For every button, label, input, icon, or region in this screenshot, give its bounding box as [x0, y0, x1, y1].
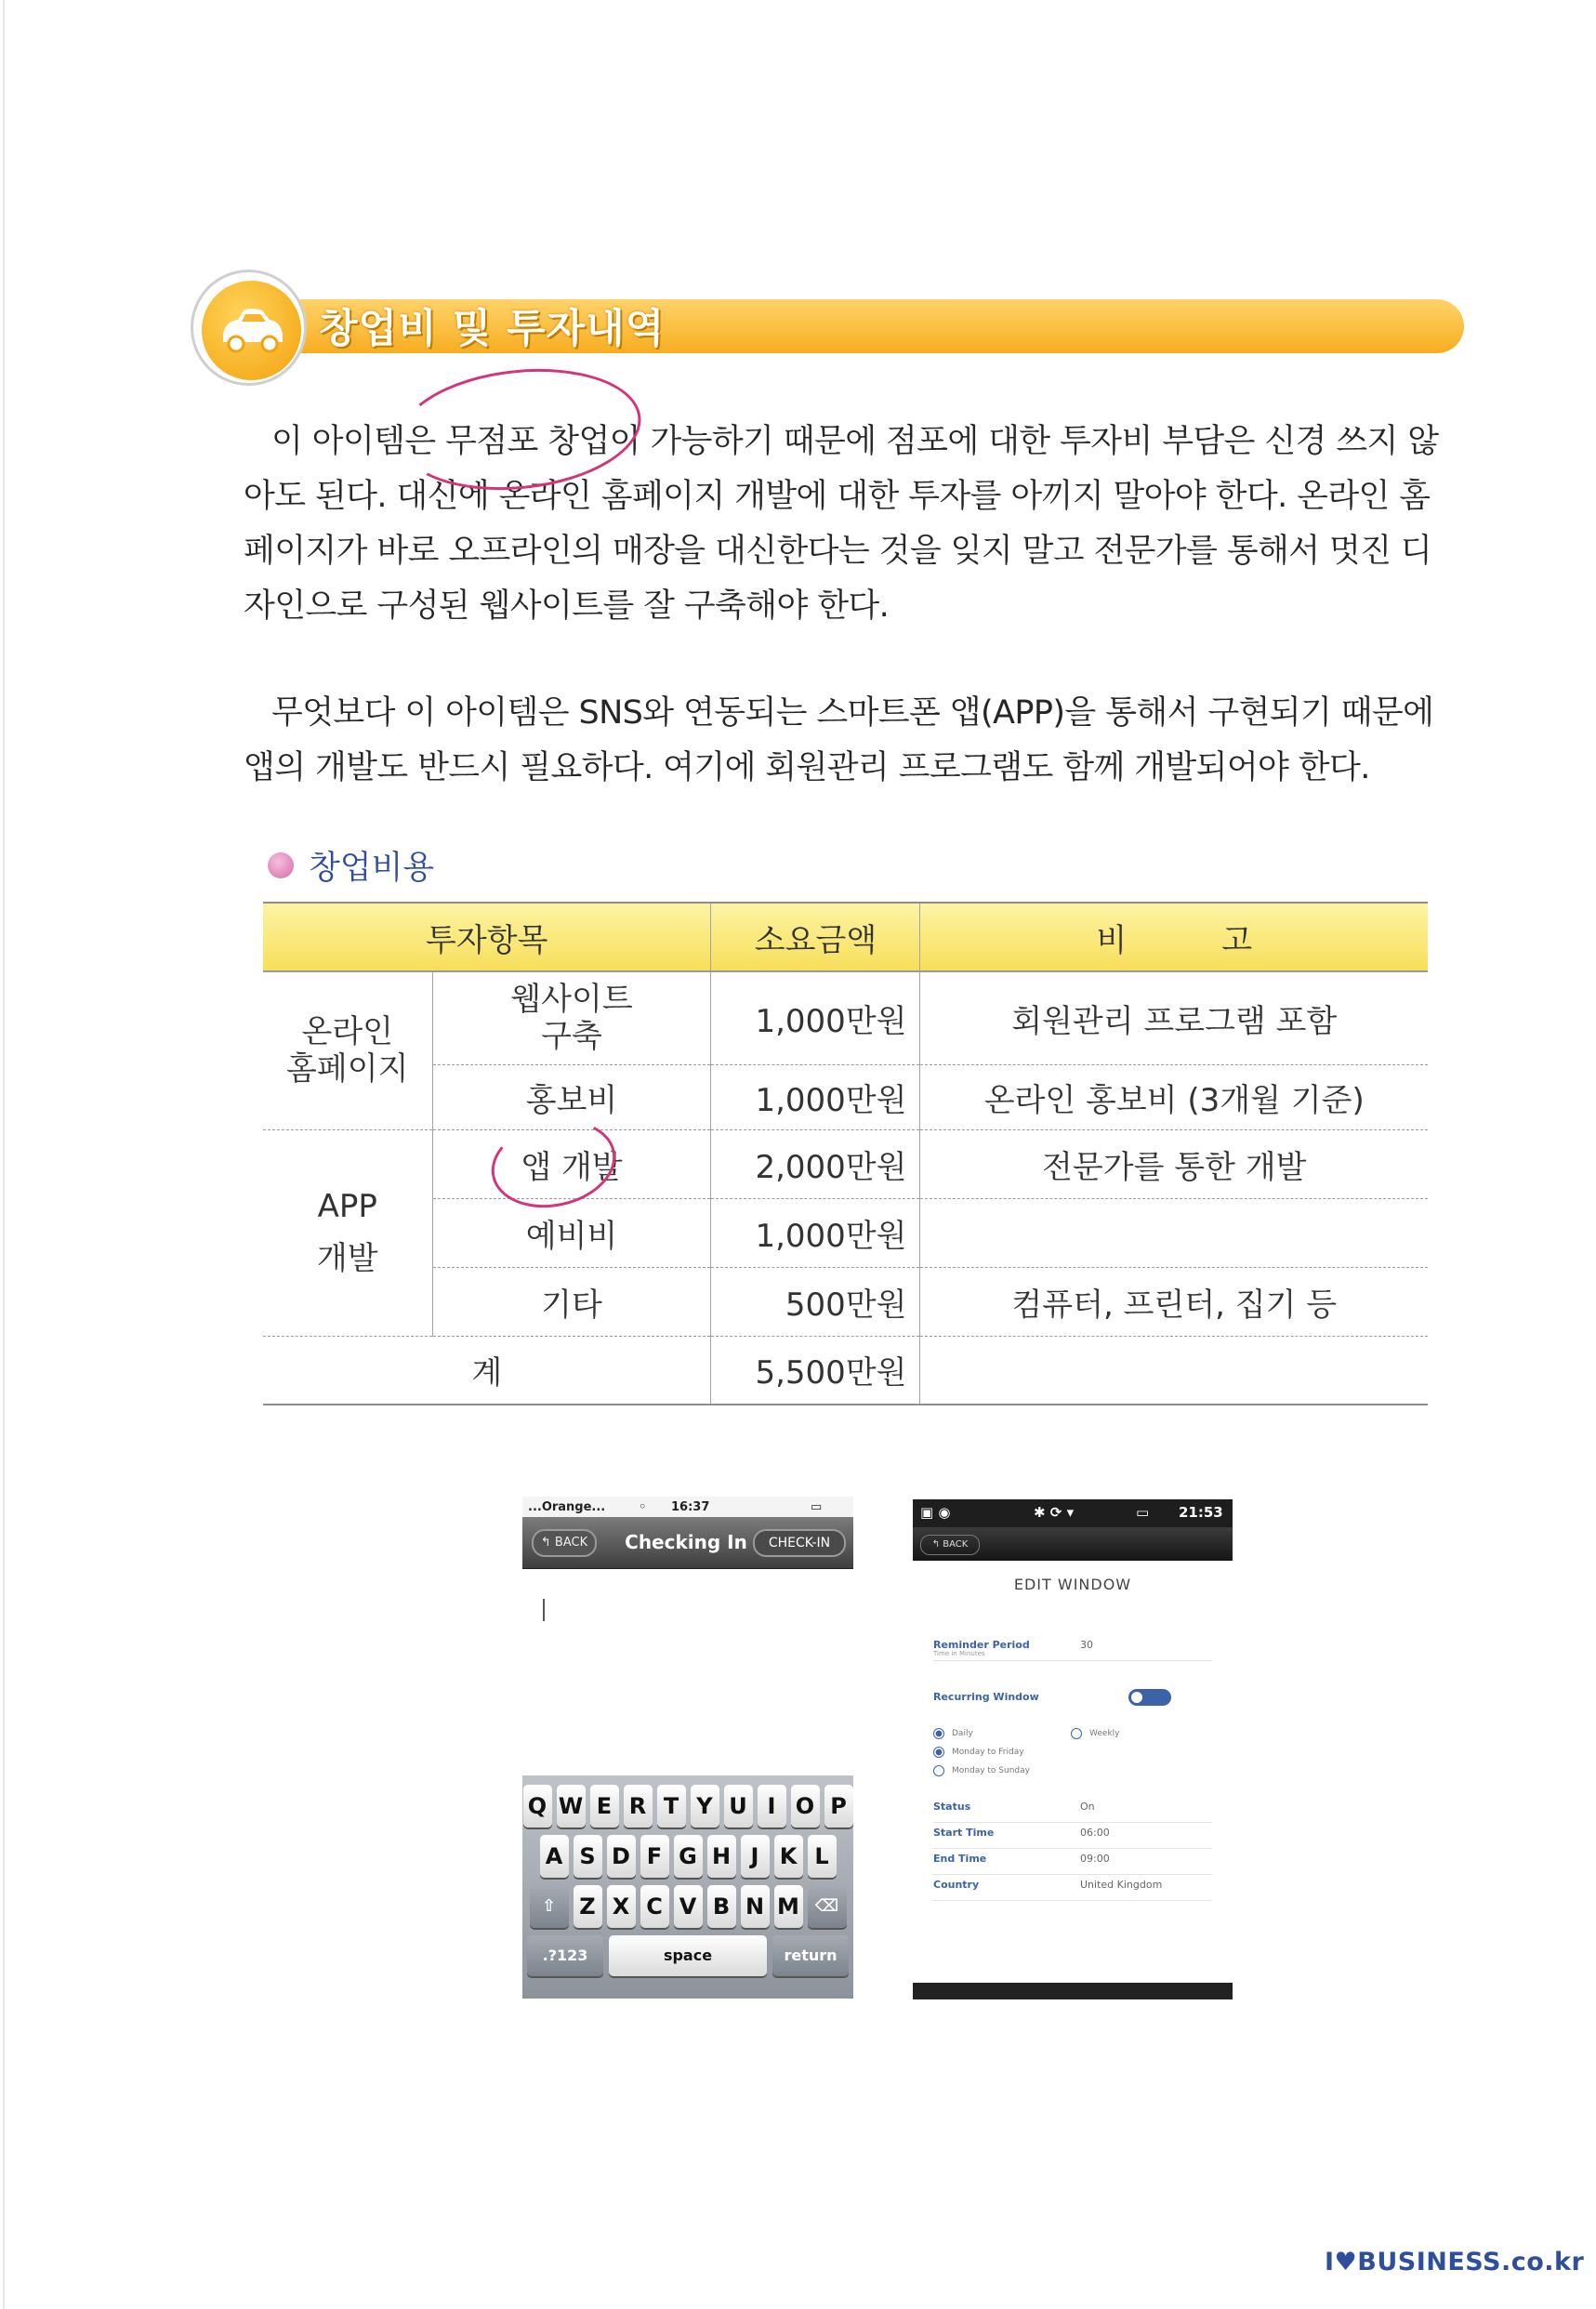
table-row — [263, 971, 1428, 1064]
key-row — [522, 1885, 853, 1928]
status-bar — [522, 1497, 853, 1517]
radio-icon — [933, 1728, 944, 1739]
text-cursor[interactable] — [543, 1599, 545, 1621]
radio-label: Weekly — [1089, 1729, 1120, 1738]
key-w[interactable]: W — [557, 1785, 586, 1827]
paragraph-1: 이 아이템은 무점포 창업이 가능하기 때문에 점포에 대한 투자비 부담은 신경 쓰지 않아도 된다. 대신에 온라인 홈페이지 개발에 대한 투자를 아끼지 말아야 한다. 온라인 홈페이지가 바로 오프라인의 매장을 대신한다는 것을 잊지 말고 전문가를 통해서 멋진 디자인으로 구성된 웹사이트를 잘 구축해야 한다. — [244, 423, 1439, 625]
subheading-text: 창업비용 — [309, 850, 435, 887]
recurring-label: Recurring Window — [933, 1691, 1039, 1703]
cost-table — [263, 902, 1428, 1405]
carrier-text: ...Orange... — [528, 1500, 606, 1514]
wifi-icon: ◦ — [639, 1500, 647, 1514]
key-a[interactable]: A — [540, 1835, 569, 1878]
key-n[interactable]: N — [741, 1885, 770, 1928]
country-label: Country — [933, 1879, 980, 1891]
key-f[interactable]: F — [640, 1835, 669, 1878]
row-amount: 1,000만원 — [711, 1198, 920, 1267]
key-k[interactable]: K — [774, 1835, 803, 1878]
total-amount: 5,500만원 — [711, 1336, 920, 1405]
radio-label: Daily — [952, 1729, 973, 1738]
screen-title: EDIT WINDOW — [1013, 1576, 1132, 1593]
row-note: 온라인 홍보비 (3개월 기준) — [920, 1064, 1428, 1129]
key-z[interactable]: Z — [574, 1885, 602, 1928]
end-time-value: 09:00 — [1080, 1853, 1110, 1865]
key-d[interactable]: D — [607, 1835, 636, 1878]
reminder-row[interactable] — [933, 1637, 1212, 1661]
key-u[interactable]: U — [724, 1785, 753, 1827]
key-v[interactable]: V — [674, 1885, 703, 1928]
key-123[interactable]: .?123 — [527, 1935, 603, 1976]
row-amount: 1,000만원 — [711, 971, 920, 1064]
end-time-label: End Time — [933, 1853, 987, 1865]
row-item: 예비비 — [432, 1198, 711, 1267]
keyboard — [522, 1775, 853, 1999]
row-note: 전문가를 통한 개발 — [920, 1129, 1428, 1198]
key-r[interactable]: R — [624, 1785, 653, 1827]
nav-title: Checking In — [625, 1531, 747, 1553]
key-row — [522, 1835, 853, 1878]
table-row — [263, 1198, 1428, 1267]
country-row[interactable] — [933, 1877, 1212, 1901]
back-label: BACK — [554, 1536, 588, 1550]
section-header — [191, 270, 1464, 386]
delete-key[interactable]: ⌫ — [808, 1885, 847, 1928]
status-bar — [913, 1499, 1233, 1527]
group-online: 온라인 홈페이지 — [263, 971, 432, 1129]
phone-screenshot-edit-window — [913, 1499, 1233, 1999]
radio-icon — [1071, 1728, 1082, 1739]
reminder-sublabel: Time in Minutes — [933, 1650, 985, 1657]
table-header-row — [263, 903, 1428, 971]
reminder-value: 30 — [1080, 1639, 1093, 1651]
key-h[interactable]: H — [707, 1835, 736, 1878]
radio-label: Monday to Sunday — [952, 1766, 1030, 1775]
nav-bar — [522, 1517, 853, 1569]
row-item: 웹사이트 구축 — [432, 971, 711, 1064]
header-item: 투자항목 — [263, 903, 711, 971]
signal-icon: ✱ ⟳ ▾ — [1034, 1504, 1075, 1521]
key-return[interactable]: return — [772, 1935, 849, 1976]
start-time-row[interactable] — [933, 1825, 1212, 1849]
key-y[interactable]: Y — [691, 1785, 719, 1827]
nav-bar — [913, 1527, 1233, 1561]
header-note: 비 고 — [920, 903, 1428, 971]
key-x[interactable]: X — [607, 1885, 636, 1928]
key-b[interactable]: B — [707, 1885, 736, 1928]
key-l[interactable]: L — [808, 1835, 837, 1878]
key-q[interactable]: Q — [523, 1785, 552, 1827]
key-o[interactable]: O — [791, 1785, 820, 1827]
key-j[interactable]: J — [741, 1835, 770, 1878]
row-amount: 2,000만원 — [711, 1129, 920, 1198]
back-label: BACK — [943, 1539, 969, 1550]
footer-prefix: I — [1325, 2248, 1335, 2276]
key-t[interactable]: T — [657, 1785, 686, 1827]
table-row — [263, 1267, 1428, 1336]
row-item: 앱 개발 — [432, 1129, 711, 1198]
battery-icon: ▭ — [1136, 1504, 1150, 1521]
key-m[interactable]: M — [774, 1885, 803, 1928]
recurring-toggle[interactable] — [1128, 1689, 1171, 1706]
table-total-row — [263, 1336, 1428, 1405]
row-amount: 1,000만원 — [711, 1064, 920, 1129]
row-note: 컴퓨터, 프린터, 집기 등 — [920, 1267, 1428, 1336]
back-button[interactable] — [532, 1529, 597, 1557]
group-app: APP 개발 — [263, 1129, 432, 1336]
radio-icon — [933, 1747, 944, 1758]
radio-icon — [933, 1765, 944, 1776]
radio-label: Monday to Friday — [952, 1748, 1024, 1757]
row-note: 회원관리 프로그램 포함 — [920, 971, 1428, 1064]
key-s[interactable]: S — [574, 1835, 602, 1878]
row-item: 기타 — [432, 1267, 711, 1336]
key-g[interactable]: G — [674, 1835, 703, 1878]
radio-mon-fri[interactable] — [933, 1747, 1024, 1758]
start-time-label: Start Time — [933, 1827, 995, 1839]
status-row[interactable] — [933, 1799, 1212, 1823]
paragraph-2: 무엇보다 이 아이템은 SNS와 연동되는 스마트폰 앱(APP)을 통해서 구현되기 때문에 앱의 개발도 반드시 필요하다. 여기에 회원관리 프로그램도 함께 개발되어야 한다. — [244, 694, 1434, 786]
table-row — [263, 1064, 1428, 1129]
radio-weekly[interactable] — [1071, 1728, 1119, 1739]
section-title: 창업비 및 투자내역 — [319, 306, 666, 352]
reminder-label: Reminder Period — [933, 1639, 1030, 1651]
back-arrow-icon: ↰ — [540, 1536, 555, 1550]
recurring-row — [933, 1689, 1212, 1713]
row-amount: 500만원 — [711, 1267, 920, 1336]
status-time: 16:37 — [671, 1500, 710, 1514]
battery-icon: ▭ — [811, 1500, 823, 1514]
back-arrow-icon: ↰ — [931, 1539, 943, 1550]
end-time-row[interactable] — [933, 1851, 1212, 1875]
start-time-value: 06:00 — [1080, 1827, 1110, 1839]
status-label: Status — [933, 1801, 971, 1813]
footer-brand-text: BUSINESS.co.kr — [1357, 2248, 1585, 2276]
footer-brand — [1325, 2248, 1584, 2276]
key-e[interactable]: E — [590, 1785, 619, 1827]
notification-icon: ▣ ◉ — [920, 1504, 951, 1521]
car-icon — [216, 307, 288, 353]
radio-mon-sun[interactable] — [933, 1765, 1030, 1776]
check-in-button[interactable]: CHECK-IN — [753, 1529, 846, 1557]
table-row — [263, 1129, 1428, 1198]
car-badge — [191, 270, 307, 386]
total-label: 계 — [263, 1336, 711, 1405]
page-edge — [3, 0, 5, 2309]
subheading — [268, 842, 434, 889]
radio-daily[interactable] — [933, 1728, 973, 1739]
status-value: On — [1080, 1801, 1095, 1813]
key-i[interactable]: I — [758, 1785, 786, 1827]
status-time: 21:53 — [1179, 1504, 1223, 1521]
heart-icon: ♥ — [1334, 2248, 1358, 2276]
phone-screenshot-checkin — [522, 1497, 853, 1999]
bottom-bar — [913, 1983, 1233, 1999]
key-space[interactable]: space — [609, 1935, 767, 1976]
key-row-bottom — [522, 1935, 853, 1976]
key-p[interactable]: P — [824, 1785, 853, 1827]
key-c[interactable]: C — [640, 1885, 669, 1928]
country-value: United Kingdom — [1080, 1879, 1163, 1891]
shift-key[interactable]: ⇧ — [530, 1885, 569, 1928]
header-amount: 소요금액 — [711, 903, 920, 971]
key-row — [522, 1785, 853, 1827]
row-item: 홍보비 — [432, 1064, 711, 1129]
total-note — [920, 1336, 1428, 1405]
back-button[interactable] — [920, 1535, 980, 1555]
bullet-icon — [268, 852, 294, 878]
row-note — [920, 1198, 1428, 1267]
